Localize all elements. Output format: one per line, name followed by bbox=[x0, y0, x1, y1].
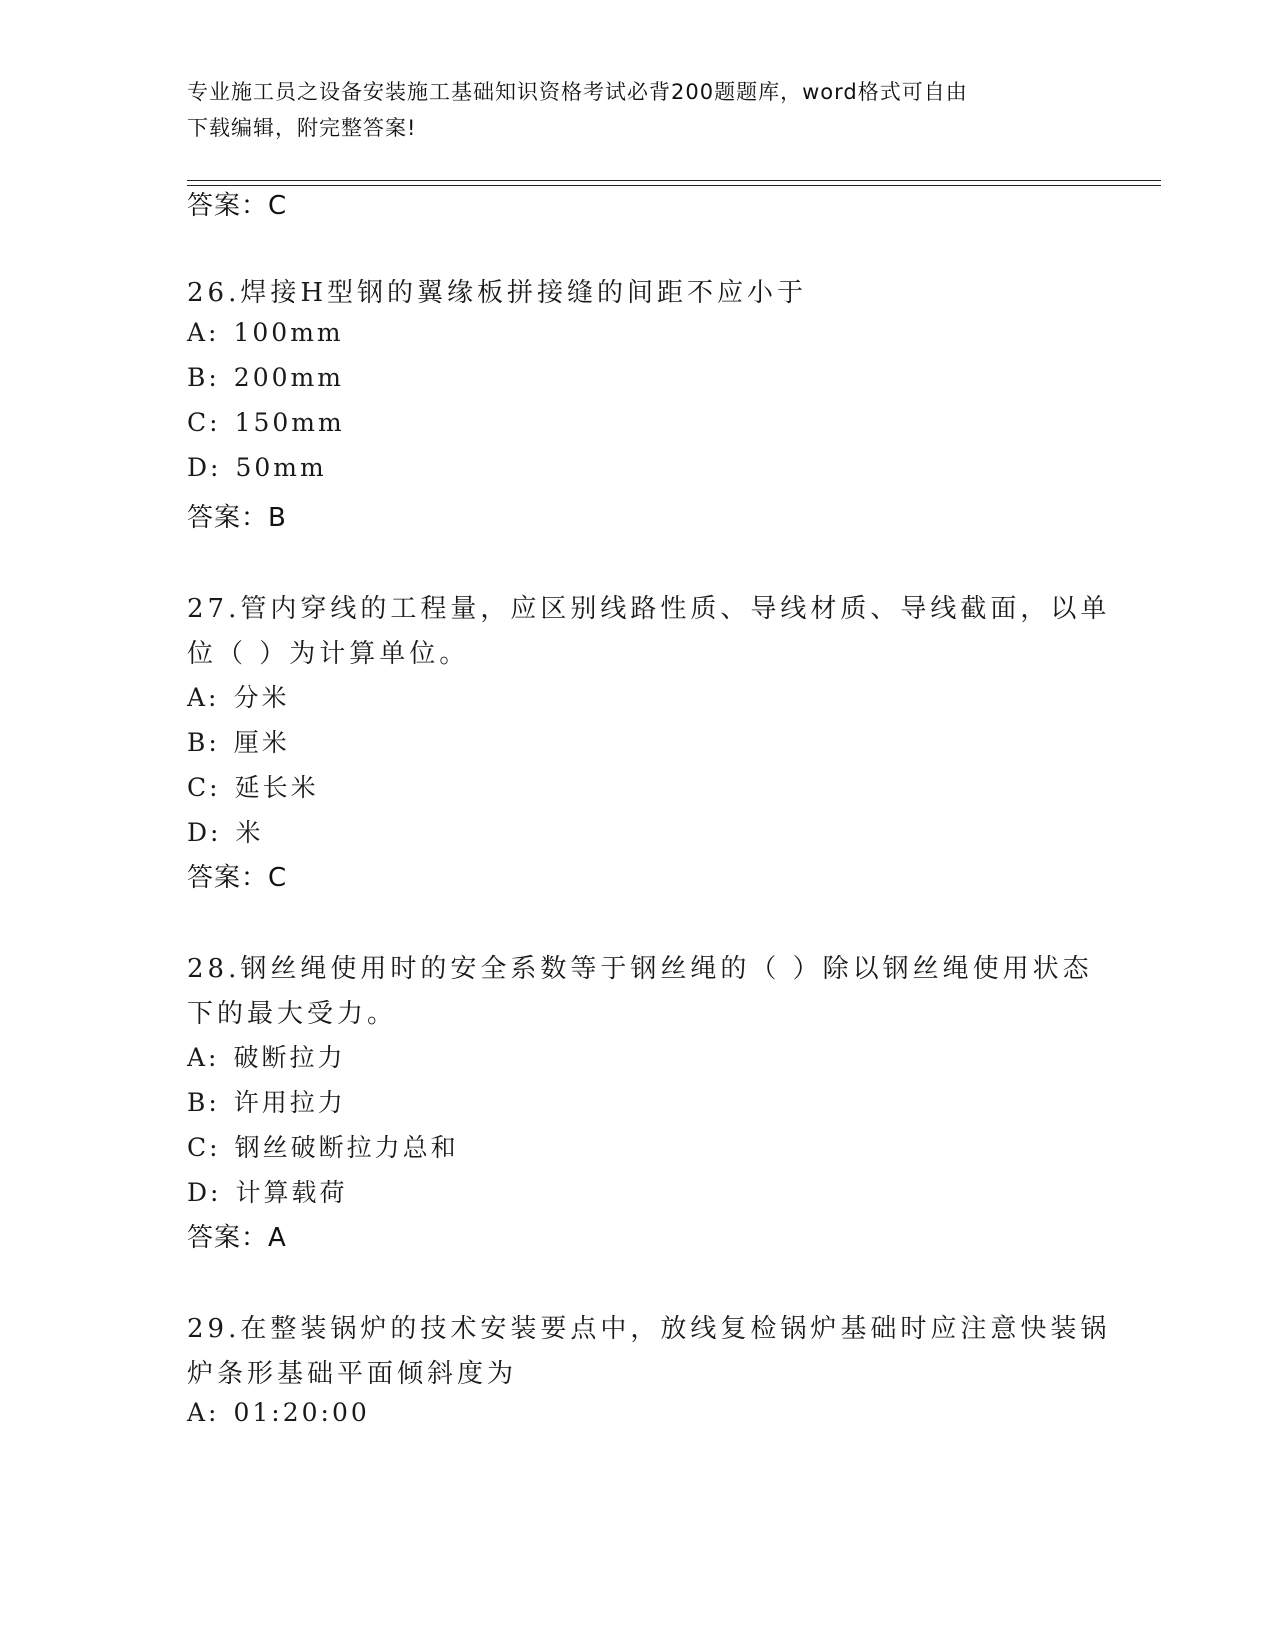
option-value: 计算载荷 bbox=[235, 1178, 348, 1207]
question-27-option-a bbox=[187, 678, 290, 714]
header-line-1: 专业施工员之设备安装施工基础知识资格考试必背200题题库，word格式可自由 bbox=[187, 80, 968, 104]
question-26-option-b bbox=[187, 363, 344, 392]
question-28-option-d bbox=[187, 1173, 347, 1209]
option-key: D: bbox=[187, 818, 222, 847]
question-26-answer: 答案：B bbox=[187, 503, 287, 533]
question-26-option-a bbox=[187, 318, 344, 347]
option-value: 01:20:00 bbox=[233, 1398, 370, 1427]
document-header bbox=[187, 74, 1067, 146]
option-key: B: bbox=[187, 1088, 220, 1117]
option-key: B: bbox=[187, 363, 220, 392]
question-28-option-a bbox=[187, 1038, 346, 1074]
option-value: 50mm bbox=[235, 453, 327, 482]
option-key: D: bbox=[187, 1178, 222, 1207]
question-29-text-line-2: 炉条形基础平面倾斜度为 bbox=[187, 1359, 518, 1389]
option-value: 分米 bbox=[233, 683, 290, 712]
option-key: B: bbox=[187, 728, 220, 757]
option-key: D: bbox=[187, 453, 222, 482]
option-value: 许用拉力 bbox=[233, 1088, 346, 1117]
question-28-answer: 答案：A bbox=[187, 1223, 287, 1253]
question-28-text-line-1: 28.钢丝绳使用时的安全系数等于钢丝绳的（ ）除以钢丝绳使用状态 bbox=[187, 954, 1093, 984]
option-value: 延长米 bbox=[234, 773, 319, 802]
question-27-option-d bbox=[187, 813, 263, 849]
question-29-text-line-1: 29.在整装锅炉的技术安装要点中，放线复检锅炉基础时应注意快装锅 bbox=[187, 1314, 1111, 1344]
question-29-option-a bbox=[187, 1398, 370, 1427]
question-26-option-c bbox=[187, 408, 345, 437]
option-value: 150mm bbox=[234, 408, 345, 437]
header-line-2: 下载编辑，附完整答案! bbox=[187, 116, 417, 140]
question-28-text-line-2: 下的最大受力。 bbox=[187, 999, 398, 1029]
option-value: 100mm bbox=[233, 318, 344, 347]
question-27-option-b bbox=[187, 723, 290, 759]
option-key: C: bbox=[187, 773, 221, 802]
question-26-text: 26.焊接H型钢的翼缘板拼接缝的间距不应小于 bbox=[187, 278, 808, 308]
option-value: 200mm bbox=[233, 363, 344, 392]
option-key: A: bbox=[187, 1398, 220, 1427]
question-27-answer: 答案：C bbox=[187, 863, 288, 893]
question-28-option-c bbox=[187, 1128, 459, 1164]
answer-label: 答案：C bbox=[187, 191, 288, 221]
option-value: 钢丝破断拉力总和 bbox=[234, 1133, 459, 1162]
option-key: A: bbox=[187, 1043, 220, 1072]
option-key: A: bbox=[187, 683, 220, 712]
question-28-option-b bbox=[187, 1083, 346, 1119]
header-divider-top bbox=[187, 180, 1161, 181]
question-27-text-line-2: 位（ ）为计算单位。 bbox=[187, 639, 470, 669]
option-value: 破断拉力 bbox=[233, 1043, 346, 1072]
header-divider-bottom bbox=[187, 185, 1161, 186]
question-27-text-line-1: 27.管内穿线的工程量，应区别线路性质、导线材质、导线截面，以单 bbox=[187, 594, 1111, 624]
question-26-option-d bbox=[187, 453, 327, 482]
option-value: 厘米 bbox=[233, 728, 290, 757]
question-27-option-c bbox=[187, 768, 319, 804]
option-value: 米 bbox=[235, 818, 264, 847]
option-key: C: bbox=[187, 1133, 221, 1162]
option-key: C: bbox=[187, 408, 221, 437]
option-key: A: bbox=[187, 318, 220, 347]
